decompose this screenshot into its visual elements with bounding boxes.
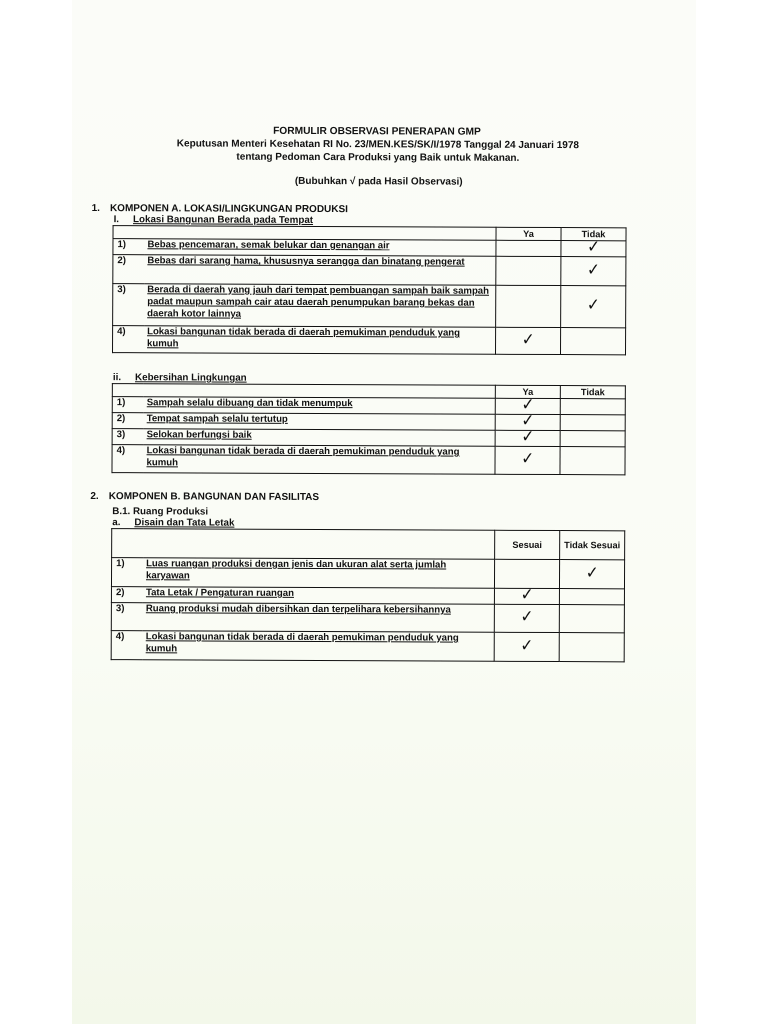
check-mark-icon: ✓ bbox=[520, 584, 534, 605]
table-row bbox=[111, 558, 624, 589]
section-2-number: 2. bbox=[90, 490, 99, 503]
instruction-prefix: (Bubuhkan bbox=[294, 175, 348, 188]
row-criterion bbox=[144, 413, 496, 431]
cell-no[interactable] bbox=[560, 431, 625, 447]
row-number: 1) bbox=[111, 558, 143, 587]
row-criterion bbox=[144, 239, 496, 257]
criterion-text: Lokasi bangunan tidak berada di daerah pemukiman penduduk yang kumuh bbox=[145, 631, 459, 655]
cell-no[interactable] bbox=[559, 605, 624, 633]
row-number: 3) bbox=[111, 603, 143, 631]
cell-no[interactable] bbox=[561, 237, 626, 258]
form-title: FORMULIR OBSERVASI PENERAPAN GMP bbox=[273, 125, 481, 138]
row-criterion bbox=[144, 255, 496, 286]
row-number: 1) bbox=[113, 239, 145, 255]
criterion-text: Luas ruangan produksi dengan jenis dan ukuran alat serta jumlah karyawan bbox=[146, 558, 447, 582]
check-mark-icon: ✓ bbox=[521, 426, 535, 447]
cell-no[interactable] bbox=[559, 560, 624, 589]
cell-no[interactable] bbox=[560, 415, 625, 431]
row-criterion bbox=[143, 631, 495, 662]
cell-yes[interactable] bbox=[496, 256, 561, 285]
row-criterion bbox=[144, 429, 496, 447]
check-mark-icon: ✓ bbox=[587, 237, 600, 258]
decree-line-1: Keputusan Menteri Kesehatan RI No. 23/MEN.KES/SK/I/1978 Tanggal 24 Januari 1978 bbox=[176, 138, 580, 152]
criterion-text: Bebas pencemaran, semak belukar dan genangan air bbox=[147, 239, 390, 252]
cell-no[interactable] bbox=[559, 589, 624, 605]
row-criterion bbox=[144, 326, 496, 355]
check-mark-icon: ✓ bbox=[586, 259, 600, 280]
criterion-text: Bebas dari sarang hama, khususnya serangga dan binatang pengerat bbox=[147, 255, 465, 268]
table-3-letter: a. bbox=[112, 517, 121, 529]
row-criterion bbox=[143, 558, 495, 589]
table-1-title: Lokasi Bangunan Berada pada Tempat bbox=[133, 214, 314, 226]
table-row bbox=[112, 445, 625, 475]
section-1-number: 1. bbox=[91, 202, 100, 215]
cell-yes[interactable] bbox=[495, 446, 560, 474]
row-criterion bbox=[144, 397, 496, 415]
row-criterion bbox=[144, 284, 496, 328]
cell-yes[interactable] bbox=[495, 327, 560, 354]
table-cleanliness bbox=[111, 383, 625, 475]
row-number: 2) bbox=[113, 255, 145, 284]
row-number: 4) bbox=[111, 631, 143, 660]
col-ya: Ya bbox=[495, 385, 560, 398]
check-mark-icon: ✓ bbox=[521, 394, 535, 415]
cell-yes[interactable] bbox=[496, 285, 561, 327]
col-sesuai: Sesuai bbox=[495, 530, 560, 559]
row-number: 4) bbox=[113, 326, 145, 353]
col-tidak: Tidak bbox=[560, 386, 625, 399]
section-2-heading bbox=[90, 491, 650, 504]
cell-yes[interactable] bbox=[494, 584, 559, 605]
table-design-layout bbox=[111, 528, 626, 662]
row-number: 3) bbox=[113, 284, 145, 326]
table-row bbox=[111, 603, 624, 633]
col-tidak: Tidak bbox=[561, 228, 626, 241]
instruction-suffix: pada Hasil Observasi) bbox=[358, 176, 463, 188]
cell-yes[interactable] bbox=[496, 240, 561, 256]
table-row bbox=[113, 284, 626, 328]
table-2-title: Kebersihan Lingkungan bbox=[135, 372, 247, 384]
row-number: 2) bbox=[112, 413, 144, 429]
table-row bbox=[113, 255, 626, 286]
criterion-text: Ruang produksi mudah dibersihkan dan terpelihara kebersihannya bbox=[145, 603, 451, 616]
cell-no[interactable] bbox=[560, 328, 625, 355]
check-mark-icon: ✓ bbox=[521, 448, 534, 469]
row-number: 1) bbox=[112, 397, 144, 413]
subsection-b1: B.1. Ruang Produksi bbox=[112, 506, 209, 518]
row-criterion bbox=[143, 587, 495, 605]
cell-yes[interactable] bbox=[494, 632, 559, 661]
criterion-text: Tempat sampah selalu tertutup bbox=[146, 413, 288, 425]
col-tidak-sesuai: Tidak Sesuai bbox=[560, 531, 625, 560]
criterion-text: Tata Letak / Pengaturan ruangan bbox=[145, 587, 295, 599]
row-number: 2) bbox=[111, 587, 143, 603]
table-1-roman: I. bbox=[113, 214, 120, 226]
cell-yes[interactable] bbox=[495, 426, 560, 447]
check-mark-icon: ✓ bbox=[520, 635, 534, 656]
table-header-row bbox=[112, 529, 625, 560]
criterion-text: Berada di daerah yang jauh dari tempat pembuangan sampah baik sampah padat maupun sampah cair atau daerah penumpukan barang bekas dan daerah kotor lainnya bbox=[147, 284, 490, 320]
table-row bbox=[111, 631, 624, 662]
cell-no[interactable] bbox=[560, 399, 625, 415]
criterion-text: Lokasi bangunan tidak berada di daerah pemukiman penduduk yang kumuh bbox=[146, 445, 460, 469]
check-mark-icon: ✓ bbox=[521, 329, 535, 350]
criterion-text: Sampah selalu dibuang dan tidak menumpuk bbox=[146, 397, 353, 410]
cell-yes[interactable] bbox=[494, 604, 559, 632]
section-2-title: KOMPONEN B. BANGUNAN DAN FASILITAS bbox=[108, 491, 320, 503]
table-row bbox=[113, 326, 626, 355]
row-number: 3) bbox=[112, 429, 144, 445]
check-mark-icon: ✓ bbox=[585, 562, 599, 583]
row-criterion bbox=[143, 445, 495, 475]
header-blank bbox=[112, 529, 495, 560]
observation-form bbox=[90, 124, 652, 662]
criterion-text: Lokasi bangunan tidak berada di daerah pemukiman penduduk yang kumuh bbox=[147, 326, 461, 350]
decree-line-2: tentang Pedoman Cara Produksi yang Baik untuk Makanan. bbox=[236, 151, 520, 164]
cell-no[interactable] bbox=[559, 633, 624, 662]
col-ya: Ya bbox=[496, 227, 561, 240]
cell-no[interactable] bbox=[561, 257, 626, 286]
row-criterion bbox=[143, 603, 495, 633]
row-number: 4) bbox=[112, 445, 144, 473]
table-3-title: Disain dan Tata Letak bbox=[134, 517, 235, 529]
table-location bbox=[112, 225, 627, 355]
check-mark-icon: ✓ bbox=[521, 410, 535, 431]
cell-no[interactable] bbox=[561, 286, 626, 328]
criterion-text: Selokan berfungsi baik bbox=[146, 429, 252, 441]
table-2-roman: ii. bbox=[112, 372, 122, 384]
section-1-title: KOMPONEN A. LOKASI/LINGKUNGAN PRODUKSI bbox=[109, 203, 348, 216]
instruction-note bbox=[106, 175, 652, 188]
cell-no[interactable] bbox=[560, 447, 625, 475]
check-mark-icon: ✓ bbox=[520, 606, 534, 627]
check-mark-icon: ✓ bbox=[586, 295, 600, 316]
instruction-check-icon: √ bbox=[349, 176, 356, 188]
